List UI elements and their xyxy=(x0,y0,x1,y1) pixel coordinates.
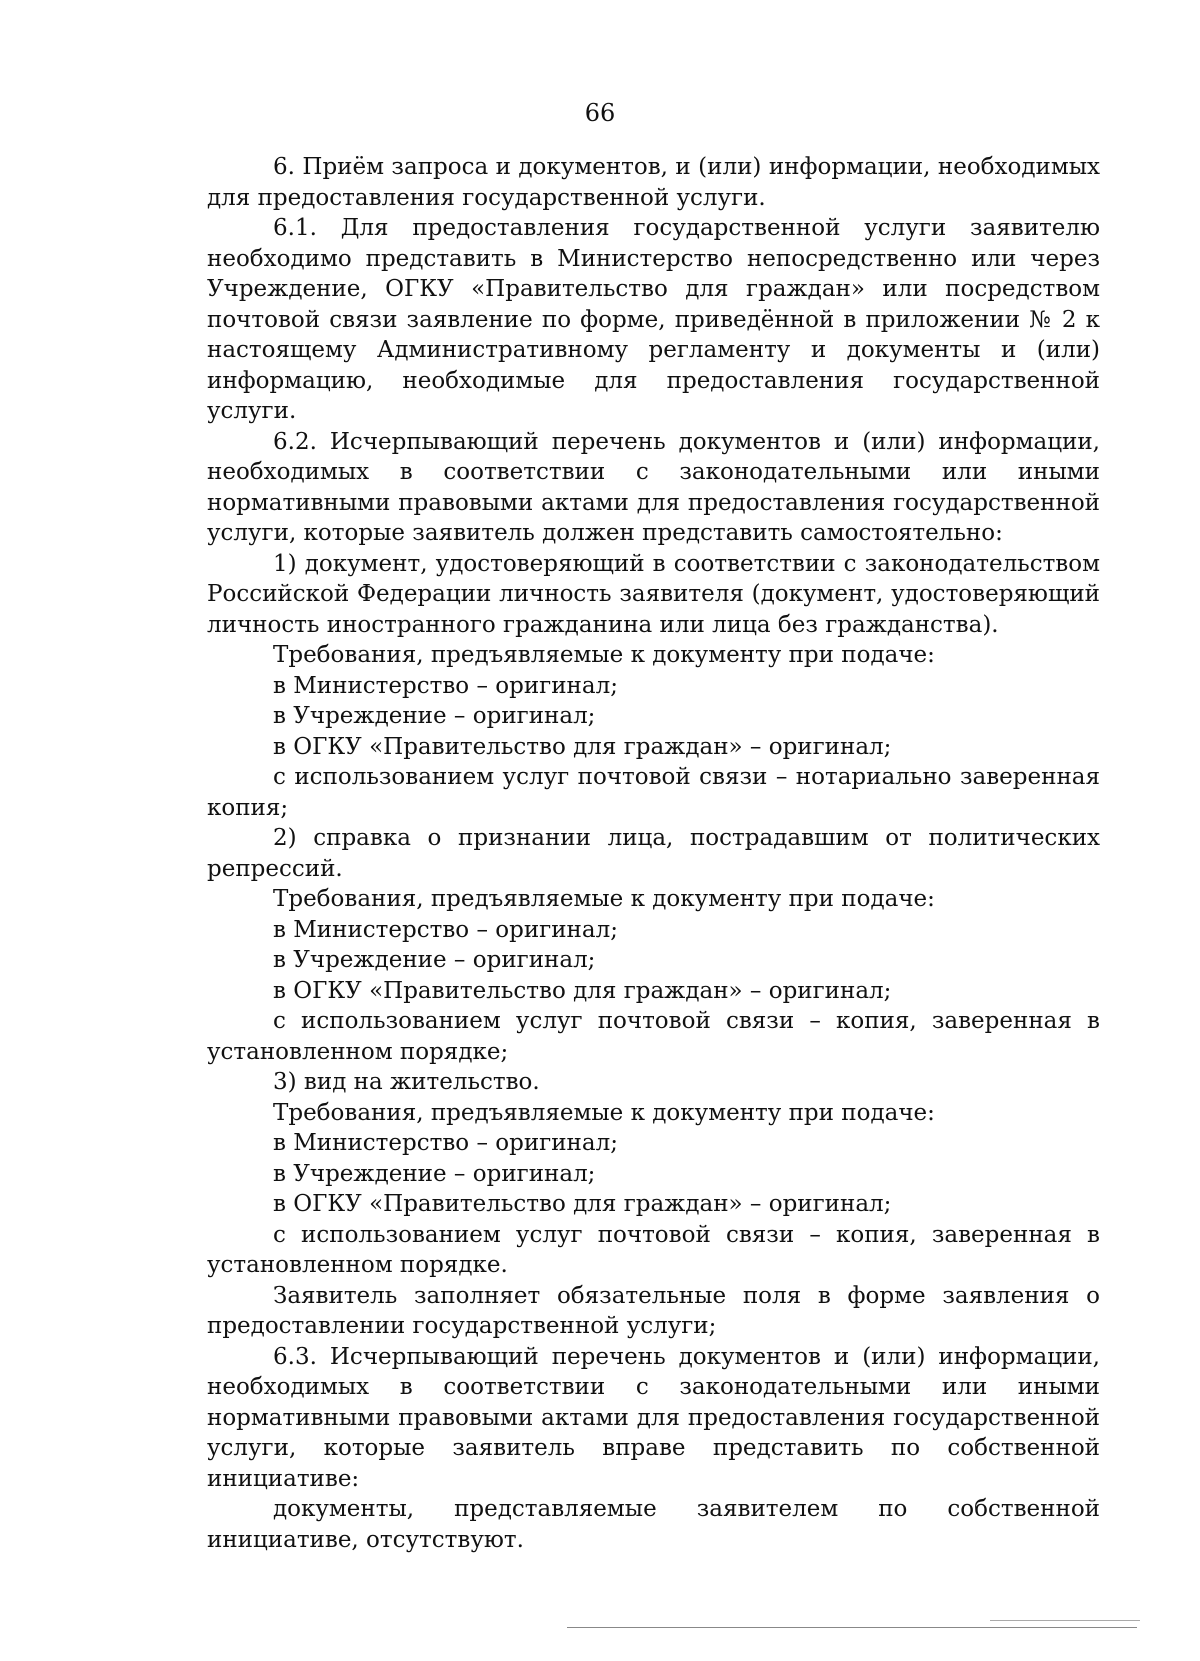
requirement-line: в Учреждение – оригинал; xyxy=(273,1160,596,1187)
requirement-line: с использованием услуг почтовой связи – нотариально заверенная копия; xyxy=(207,764,1100,821)
footer-rule xyxy=(567,1627,1137,1628)
clause-6-1: 6.1. Для предоставления государственной услуги заявителю необходимо представить в Министерство непосредственно или через Учреждение, ОГКУ «Правительство для граждан» или посредством почтовой связи заявление по форме, приведённой в приложении № 2 к настоящему Административному регламенту и документы и (или) информацию, необходимые для предоставления государственной услуги. xyxy=(207,215,1100,424)
no-optional-documents: документы, представляемые заявителем по собственной инициативе, отсутствуют. xyxy=(207,1496,1100,1553)
requirement-line: в ОГКУ «Правительство для граждан» – оригинал; xyxy=(273,977,892,1004)
item-3-residence-permit: 3) вид на жительство. xyxy=(273,1069,540,1095)
document-body xyxy=(207,152,1100,1555)
clause-6-3: 6.3. Исчерпывающий перечень документов и (или) информации, необходимых в соответствии с законодательными или иными нормативными правовыми актами для предоставления государственной услуги, которые заявитель вправе представить по собственной инициативе: xyxy=(207,1343,1100,1492)
requirement-line: в Министерство – оригинал; xyxy=(273,1130,618,1156)
item-2-repression-certificate: 2) справка о признании лица, пострадавшим от политических репрессий. xyxy=(207,825,1100,882)
requirement-line: в ОГКУ «Правительство для граждан» – оригинал; xyxy=(273,733,892,760)
requirement-line: в Учреждение – оригинал; xyxy=(273,947,596,973)
footer-rule-short xyxy=(990,1620,1140,1621)
requirements-heading: Требования, предъявляемые к документу при подаче: xyxy=(273,642,935,668)
clause-6-2: 6.2. Исчерпывающий перечень документов и (или) информации, необходимых в соответствии с законодательными или иными нормативными правовыми актами для предоставления государственной услуги, которые заявитель должен представить самостоятельно: xyxy=(207,428,1100,546)
page-number: 66 xyxy=(584,99,616,127)
requirement-line: с использованием услуг почтовой связи – копия, заверенная в установленном порядке; xyxy=(207,1008,1100,1065)
requirement-line: в Министерство – оригинал; xyxy=(273,916,618,943)
item-1-identity-document: 1) документ, удостоверяющий в соответствии с законодательством Российской Федерации личность заявителя (документ, удостоверяющий личность иностранного гражданина или лица без гражданства). xyxy=(207,550,1100,638)
applicant-fills-form: Заявитель заполняет обязательные поля в форме заявления о предоставлении государственной услуги; xyxy=(207,1282,1100,1339)
requirements-heading: Требования, предъявляемые к документу при подаче: xyxy=(273,886,935,912)
requirement-line: в Министерство – оригинал; xyxy=(273,672,618,699)
requirement-line: в Учреждение – оригинал; xyxy=(273,703,596,729)
requirement-line: в ОГКУ «Правительство для граждан» – оригинал; xyxy=(273,1191,892,1217)
requirement-line: с использованием услуг почтовой связи – копия, заверенная в установленном порядке. xyxy=(207,1221,1100,1278)
requirements-heading: Требования, предъявляемые к документу при подаче: xyxy=(273,1099,935,1126)
section-6-heading: 6. Приём запроса и документов, и (или) информации, необходимых для предоставления государственной услуги. xyxy=(207,154,1100,211)
